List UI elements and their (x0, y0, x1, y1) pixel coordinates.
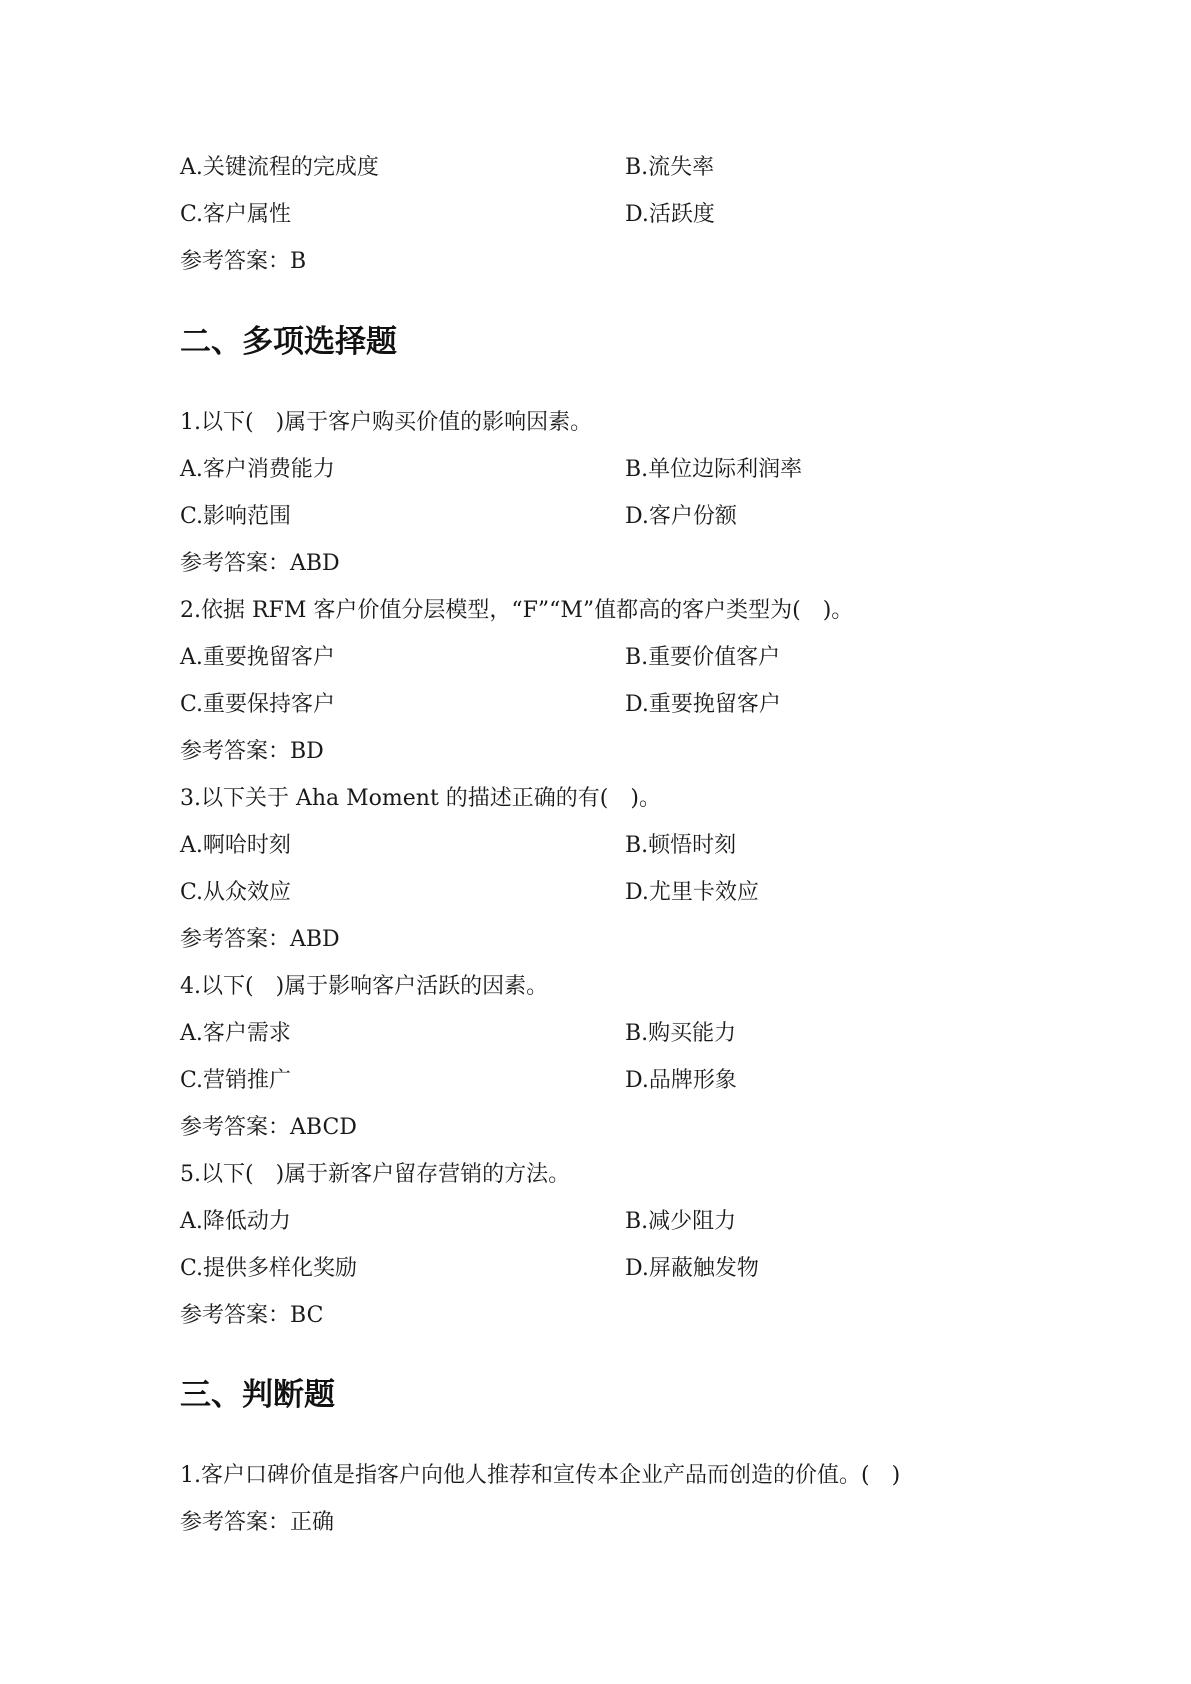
option-c: C.营销推广 (180, 1068, 292, 1093)
section-heading-true-false: 三、判断题 (180, 1377, 335, 1413)
option-b: B.顿悟时刻 (625, 833, 737, 858)
option-d: D.尤里卡效应 (625, 880, 759, 905)
option-b: B.重要价值客户 (625, 645, 781, 670)
question-stem: 5.以下( )属于新客户留存营销的方法。 (180, 1162, 571, 1187)
answer-line: 参考答案：ABCD (180, 1115, 357, 1140)
option-c: C.提供多样化奖励 (180, 1256, 358, 1281)
option-a: A.重要挽留客户 (180, 645, 335, 670)
question-stem: 4.以下( )属于影响客户活跃的因素。 (180, 974, 549, 999)
option-d: D.客户份额 (625, 504, 737, 529)
option-d: D.品牌形象 (625, 1068, 737, 1093)
option-d: D.重要挽留客户 (625, 692, 781, 717)
option-b: B.购买能力 (625, 1021, 737, 1046)
option-a: A.降低动力 (180, 1209, 291, 1234)
option-c: C.客户属性 (180, 202, 292, 227)
answer-line: 参考答案：ABD (180, 927, 340, 952)
question-stem: 1.以下( )属于客户购买价值的影响因素。 (180, 410, 593, 435)
answer-line: 参考答案：ABD (180, 551, 340, 576)
option-c: C.重要保持客户 (180, 692, 336, 717)
question-stem: 3.以下关于 Aha Moment 的描述正确的有( )。 (180, 786, 661, 811)
option-b: B.单位边际利润率 (625, 457, 803, 482)
option-c: C.从众效应 (180, 880, 292, 905)
option-a: A.关键流程的完成度 (180, 155, 379, 180)
section-heading-multiple-choice: 二、多项选择题 (180, 324, 397, 360)
option-d: D.屏蔽触发物 (625, 1256, 759, 1281)
answer-line: 参考答案：BC (180, 1303, 324, 1328)
answer-line: 参考答案：B (180, 249, 307, 274)
option-b: B.流失率 (625, 155, 715, 180)
option-c: C.影响范围 (180, 504, 292, 529)
question-stem: 2.依据 RFM 客户价值分层模型，“F”“M”值都高的客户类型为( )。 (180, 598, 854, 623)
option-d: D.活跃度 (625, 202, 715, 227)
answer-line: 参考答案：BD (180, 739, 324, 764)
question-stem: 1.客户口碑价值是指客户向他人推荐和宣传本企业产品而创造的价值。( ) (180, 1463, 901, 1488)
option-a: A.客户消费能力 (180, 457, 335, 482)
option-b: B.减少阻力 (625, 1209, 737, 1234)
option-a: A.客户需求 (180, 1021, 291, 1046)
option-a: A.啊哈时刻 (180, 833, 291, 858)
answer-line: 参考答案：正确 (180, 1510, 335, 1535)
